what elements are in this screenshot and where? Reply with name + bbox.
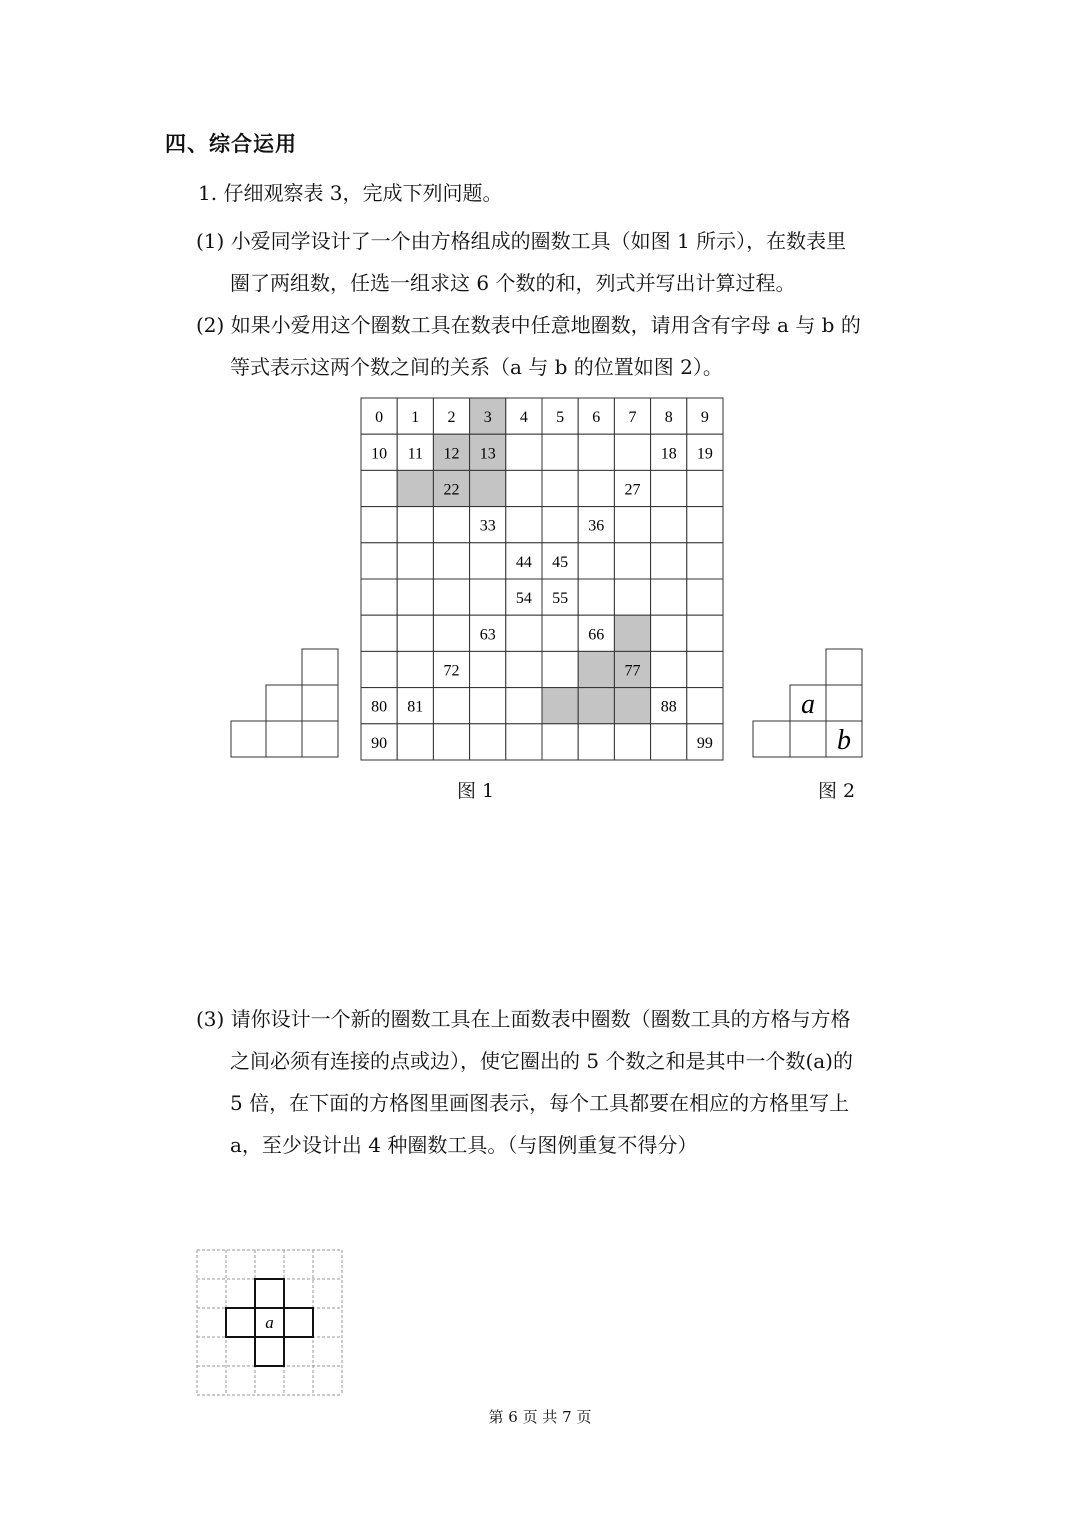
grid-cell-20 (361, 470, 397, 506)
grid-cell-78 (651, 651, 687, 687)
grid-cell-69 (687, 615, 723, 651)
grid-cell-57 (614, 579, 650, 615)
question-1-part-3-line-1: (3) 请你设计一个新的圈数工具在上面数表中圈数（圈数工具的方格与方格 (196, 1007, 851, 1031)
grid-cell-39 (687, 507, 723, 543)
grid-cell-98 (651, 724, 687, 760)
figure-1-caption: 图 1 (457, 780, 495, 802)
grid-cell-40 (361, 543, 397, 579)
grid-number: 72 (443, 662, 460, 680)
grid-cell-28 (651, 470, 687, 506)
grid-number: 0 (375, 409, 384, 427)
grid-number: 33 (479, 517, 496, 535)
grid-number: 27 (624, 481, 641, 499)
grid-cell-56 (578, 579, 614, 615)
grid-cell-50 (361, 579, 397, 615)
grid-number: 8 (664, 409, 673, 427)
figure-1-number-grid (360, 397, 724, 761)
grid-cell-42 (433, 543, 469, 579)
grid-cell-25 (542, 470, 578, 506)
grid-cell-87 (614, 688, 650, 724)
grid-cell-43 (470, 543, 506, 579)
grid-number: 9 (700, 409, 709, 427)
grid-cell-70 (361, 651, 397, 687)
grid-cell-15 (542, 434, 578, 470)
question-1-part-3-line-2: 之间必须有连接的点或边），使它圈出的 5 个数之和是其中一个数(a)的 (230, 1049, 853, 1073)
tool-staircase-left (230, 648, 342, 760)
question-1-part-2-line-2: 等式表示这两个数之间的关系（a 与 b 的位置如图 2）。 (230, 355, 723, 379)
grid-cell-46 (578, 543, 614, 579)
grid-number: 4 (519, 409, 528, 427)
grid-cell-51 (397, 579, 433, 615)
grid-number: 63 (479, 626, 496, 644)
example-dashed-grid (196, 1249, 344, 1397)
grid-cell-93 (470, 724, 506, 760)
grid-cell-94 (506, 724, 542, 760)
grid-cell-17 (614, 434, 650, 470)
question-1-part-3-line-4: a，至少设计出 4 种圈数工具。（与图例重复不得分） (230, 1133, 698, 1157)
grid-cell-37 (614, 507, 650, 543)
grid-cell-97 (614, 724, 650, 760)
grid-cell-41 (397, 543, 433, 579)
grid-number: 6 (592, 409, 601, 427)
example-label-a: a (265, 1313, 274, 1332)
grid-number: 54 (515, 590, 532, 608)
question-1-part-3-line-3: 5 倍，在下面的方格图里画图表示，每个工具都要在相应的方格里写上 (230, 1091, 850, 1115)
grid-number: 80 (371, 698, 388, 716)
grid-number: 66 (588, 626, 605, 644)
grid-cell-31 (397, 507, 433, 543)
page-footer: 第 6 页 共 7 页 (488, 1408, 592, 1426)
grid-number: 7 (628, 409, 637, 427)
grid-cell-59 (687, 579, 723, 615)
grid-cell-73 (470, 651, 506, 687)
grid-cell-75 (542, 651, 578, 687)
grid-cell-34 (506, 507, 542, 543)
grid-cell-64 (506, 615, 542, 651)
grid-cell-58 (651, 579, 687, 615)
grid-number: 44 (515, 553, 532, 571)
grid-cell-47 (614, 543, 650, 579)
grid-cell-65 (542, 615, 578, 651)
grid-cell-84 (506, 688, 542, 724)
grid-cell-29 (687, 470, 723, 506)
figure-2-tool (752, 648, 864, 760)
grid-number: 99 (696, 734, 713, 752)
grid-cell-21 (397, 470, 433, 506)
grid-cell-74 (506, 651, 542, 687)
grid-number: 81 (407, 698, 424, 716)
grid-number: 11 (407, 445, 424, 463)
grid-cell-49 (687, 543, 723, 579)
question-1-part-2-line-1: (2) 如果小爱用这个圈数工具在数表中任意地圈数，请用含有字母 a 与 b 的 (196, 313, 861, 337)
grid-cell-62 (433, 615, 469, 651)
grid-cell-76 (578, 651, 614, 687)
grid-cell-89 (687, 688, 723, 724)
grid-number: 55 (552, 590, 569, 608)
grid-number: 36 (588, 517, 605, 535)
question-1-intro: 1. 仔细观察表 3，完成下列问题。 (198, 181, 503, 205)
grid-number: 3 (483, 409, 492, 427)
grid-cell-38 (651, 507, 687, 543)
grid-cell-48 (651, 543, 687, 579)
grid-number: 19 (696, 445, 713, 463)
grid-number: 77 (624, 662, 641, 680)
grid-cell-52 (433, 579, 469, 615)
grid-number: 12 (443, 445, 460, 463)
grid-cell-30 (361, 507, 397, 543)
grid-cell-96 (578, 724, 614, 760)
grid-cell-23 (470, 470, 506, 506)
grid-cell-83 (470, 688, 506, 724)
grid-cell-85 (542, 688, 578, 724)
grid-cell-26 (578, 470, 614, 506)
grid-number: 18 (660, 445, 677, 463)
grid-cell-16 (578, 434, 614, 470)
grid-cell-32 (433, 507, 469, 543)
question-1-part-1-line-2: 圈了两组数，任选一组求这 6 个数的和，列式并写出计算过程。 (230, 271, 796, 295)
grid-cell-24 (506, 470, 542, 506)
grid-number: 1 (411, 409, 420, 427)
grid-cell-71 (397, 651, 433, 687)
grid-number: 2 (447, 409, 456, 427)
grid-cell-68 (651, 615, 687, 651)
figure-2-caption: 图 2 (818, 780, 856, 802)
grid-cell-61 (397, 615, 433, 651)
grid-number: 10 (371, 445, 388, 463)
grid-cell-35 (542, 507, 578, 543)
grid-number: 45 (552, 553, 569, 571)
grid-cell-95 (542, 724, 578, 760)
grid-cell-82 (433, 688, 469, 724)
grid-cell-60 (361, 615, 397, 651)
question-1-part-1-line-1: (1) 小爱同学设计了一个由方格组成的圈数工具（如图 1 所示），在数表里 (196, 229, 847, 253)
grid-cell-91 (397, 724, 433, 760)
grid-number: 5 (556, 409, 565, 427)
figure-2-label-b: b (837, 725, 851, 756)
section-title: 四、综合运用 (165, 131, 297, 156)
grid-number: 13 (479, 445, 496, 463)
grid-number: 22 (443, 481, 460, 499)
grid-number: 88 (660, 698, 677, 716)
grid-cell-86 (578, 688, 614, 724)
grid-number: 90 (371, 734, 388, 752)
grid-cell-67 (614, 615, 650, 651)
grid-cell-79 (687, 651, 723, 687)
grid-cell-92 (433, 724, 469, 760)
figure-2-label-a: a (801, 689, 815, 720)
grid-cell-14 (506, 434, 542, 470)
grid-cell-53 (470, 579, 506, 615)
